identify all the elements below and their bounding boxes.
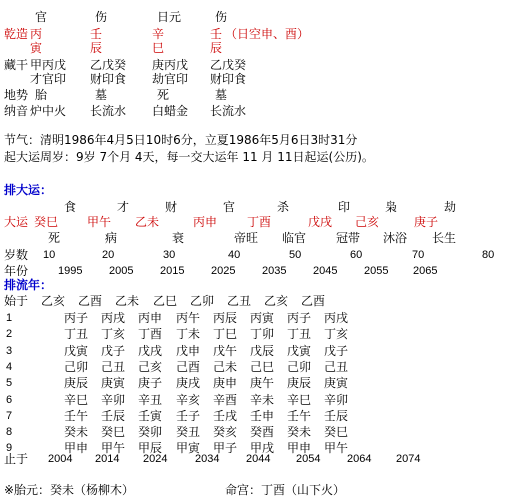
liunian-cell: 甲辰 bbox=[138, 441, 163, 456]
nayin: 长流水 bbox=[210, 104, 247, 118]
dayun-age: 60 bbox=[350, 249, 363, 261]
row-number: 3 bbox=[6, 344, 13, 357]
liunian-end-year: 2034 bbox=[195, 453, 220, 465]
start-label: 始于 bbox=[4, 294, 29, 308]
liunian-cell: 丙戌 bbox=[324, 311, 349, 325]
liunian-start: 乙亥 bbox=[264, 294, 289, 308]
liunian-end-year: 2054 bbox=[296, 453, 321, 465]
tian-gan: 辛 bbox=[152, 27, 165, 41]
dayun-age: 30 bbox=[163, 249, 176, 261]
dayun-pillar: 庚子 bbox=[414, 215, 439, 229]
liunian-cell: 辛巳 bbox=[64, 392, 89, 407]
di-zhi: 寅 bbox=[30, 41, 43, 55]
header-shishen: 伤 bbox=[95, 10, 108, 24]
row-number: 2 bbox=[6, 328, 13, 341]
liunian-start: 乙酉 bbox=[301, 294, 326, 308]
dayun-pillar: 己亥 bbox=[355, 215, 380, 229]
liunian-cell: 癸未 bbox=[64, 425, 89, 440]
dayun-pillar: 癸巳 bbox=[34, 215, 59, 229]
liunian-cell: 庚申 bbox=[213, 376, 238, 391]
liunian-cell: 辛亥 bbox=[176, 392, 201, 407]
dayun-state: 衰 bbox=[172, 231, 185, 245]
liunian-cell: 甲申 bbox=[64, 441, 89, 456]
row-number: 8 bbox=[6, 426, 13, 439]
header-shishen: 伤 bbox=[215, 10, 228, 24]
liunian-cell: 丙申 bbox=[138, 311, 163, 325]
liunian-cell: 戊寅 bbox=[287, 343, 312, 358]
canggan: 庚丙戊 bbox=[152, 58, 189, 72]
canggan-shishen: 才官印 bbox=[30, 72, 67, 86]
liunian-end-year: 2004 bbox=[48, 453, 73, 465]
liunian-cell: 丁丑 bbox=[64, 327, 89, 342]
dayun-year: 2025 bbox=[211, 265, 236, 277]
di-zhi: 巳 bbox=[152, 41, 165, 55]
liunian-start: 乙巳 bbox=[153, 294, 178, 308]
liunian-cell: 丁丑 bbox=[287, 327, 312, 342]
canggan-shishen: 财印食 bbox=[210, 72, 247, 86]
dayun-state: 冠带 bbox=[336, 231, 361, 245]
liunian-cell: 辛未 bbox=[250, 392, 275, 407]
nayin: 炉中火 bbox=[30, 104, 67, 118]
dayun-state: 病 bbox=[105, 231, 118, 245]
dayun-age: 80 bbox=[482, 249, 495, 261]
dayun-shishen: 杀 bbox=[277, 200, 290, 214]
dayun-year: 2045 bbox=[313, 265, 338, 277]
liunian-cell: 庚辰 bbox=[287, 376, 312, 391]
dayun-year: 2015 bbox=[160, 265, 185, 277]
liunian-end-year: 2044 bbox=[246, 453, 271, 465]
dayun-shishen: 才 bbox=[117, 200, 130, 214]
liunian-start: 乙丑 bbox=[227, 294, 252, 308]
dayun-state: 帝旺 bbox=[234, 231, 259, 245]
liunian-cell: 丙辰 bbox=[213, 311, 238, 325]
jieqi-line: 节气：清明1986年4月5日10时6分，立夏1986年5月6日3时31分 bbox=[4, 133, 358, 147]
liunian-cell: 庚寅 bbox=[324, 376, 349, 391]
liunian-end-year: 2024 bbox=[143, 453, 168, 465]
liunian-cell: 壬午 bbox=[287, 408, 312, 423]
tian-gan: 壬 bbox=[90, 27, 103, 41]
liunian-cell: 辛卯 bbox=[101, 392, 126, 407]
liunian-cell: 丙子 bbox=[64, 311, 89, 325]
liunian-cell: 丁酉 bbox=[138, 327, 163, 342]
liunian-cell: 辛巳 bbox=[287, 392, 312, 407]
dayun-state: 沐浴 bbox=[383, 231, 408, 245]
liunian-cell: 丁亥 bbox=[101, 327, 126, 342]
liunian-cell: 癸酉 bbox=[250, 425, 275, 440]
liunian-cell: 壬辰 bbox=[101, 408, 126, 423]
liunian-cell: 丁亥 bbox=[324, 327, 349, 342]
dayun-age: 50 bbox=[289, 249, 302, 261]
liunian-cell: 丙午 bbox=[176, 311, 201, 325]
liunian-cell: 甲戌 bbox=[250, 441, 275, 456]
dishi: 墓 bbox=[215, 88, 228, 102]
liunian-cell: 壬子 bbox=[176, 408, 201, 423]
liunian-cell: 己巳 bbox=[250, 359, 275, 374]
row-number: 9 bbox=[6, 442, 13, 455]
canggan: 甲丙戊 bbox=[30, 58, 67, 72]
dayun-label: 大运 bbox=[4, 215, 29, 229]
liunian-cell: 辛丑 bbox=[138, 392, 163, 407]
qianzao-label: 乾造 bbox=[4, 27, 29, 41]
row-number: 7 bbox=[6, 409, 13, 422]
liunian-cell: 己卯 bbox=[64, 359, 89, 374]
liunian-cell: 己丑 bbox=[324, 359, 349, 374]
dayun-age: 10 bbox=[43, 249, 56, 261]
dishi: 死 bbox=[157, 88, 170, 102]
liunian-cell: 癸巳 bbox=[324, 425, 349, 440]
canggan-shishen: 劫官印 bbox=[152, 72, 189, 86]
liunian-cell: 壬午 bbox=[64, 408, 89, 423]
dayun-state: 死 bbox=[48, 231, 61, 245]
dishi: 墓 bbox=[95, 88, 108, 102]
liunian-cell: 己丑 bbox=[101, 359, 126, 374]
liunian-title: 排流年： bbox=[4, 278, 53, 292]
dayun-state: 临官 bbox=[282, 231, 307, 245]
dayun-age: 20 bbox=[102, 249, 115, 261]
liunian-cell: 甲午 bbox=[324, 441, 349, 456]
taiyuan: ※胎元：癸未（杨柳木） bbox=[4, 483, 135, 497]
liunian-cell: 壬辰 bbox=[324, 408, 349, 423]
header-shishen: 日元 bbox=[157, 10, 182, 24]
dayun-pillar: 丙申 bbox=[193, 215, 218, 229]
row-number: 6 bbox=[6, 393, 13, 406]
liunian-cell: 丙戌 bbox=[101, 311, 126, 325]
liunian-cell: 壬寅 bbox=[138, 408, 163, 423]
liunian-cell: 壬申 bbox=[250, 408, 275, 423]
dayun-age: 40 bbox=[228, 249, 241, 261]
qiyun-line: 起大运周岁：9岁 7个月 4天，每一交大运年 11 月 11日起运(公历)。 bbox=[4, 150, 374, 164]
dayun-title: 排大运： bbox=[4, 183, 53, 197]
canggan-label: 藏干 bbox=[4, 58, 29, 72]
dayun-year: 2055 bbox=[364, 265, 389, 277]
nayin-label: 纳音 bbox=[4, 104, 29, 118]
dayun-pillar: 丁酉 bbox=[247, 215, 272, 229]
liunian-start: 乙亥 bbox=[41, 294, 66, 308]
liunian-cell: 丁卯 bbox=[250, 327, 275, 342]
tian-gan: 丙 bbox=[30, 27, 43, 41]
dayun-year: 2005 bbox=[109, 265, 134, 277]
liunian-cell: 庚辰 bbox=[64, 376, 89, 391]
liunian-cell: 癸巳 bbox=[101, 425, 126, 440]
liunian-cell: 庚子 bbox=[138, 376, 163, 391]
header-shishen: 官 bbox=[35, 10, 48, 24]
liunian-end-year: 2064 bbox=[347, 453, 372, 465]
canggan-shishen: 财印食 bbox=[90, 72, 127, 86]
liunian-start: 乙酉 bbox=[78, 294, 103, 308]
dayun-shishen: 印 bbox=[338, 200, 351, 214]
dayun-year: 2065 bbox=[413, 265, 438, 277]
dayun-state: 长生 bbox=[432, 231, 457, 245]
nayin: 长流水 bbox=[90, 104, 127, 118]
liunian-cell: 丙子 bbox=[287, 311, 312, 325]
liunian-cell: 戊申 bbox=[176, 343, 201, 358]
liunian-cell: 庚寅 bbox=[101, 376, 126, 391]
nayin: 白蜡金 bbox=[152, 104, 189, 118]
dayun-shishen: 官 bbox=[223, 200, 236, 214]
liunian-cell: 己卯 bbox=[287, 359, 312, 374]
age-label: 岁数 bbox=[4, 248, 29, 262]
row-number: 5 bbox=[6, 377, 13, 390]
liunian-cell: 辛酉 bbox=[213, 392, 238, 407]
canggan: 乙戊癸 bbox=[90, 58, 127, 72]
liunian-cell: 戊戌 bbox=[138, 343, 163, 358]
liunian-cell: 癸亥 bbox=[213, 425, 238, 440]
liunian-cell: 己酉 bbox=[176, 359, 201, 374]
year-label: 年份 bbox=[4, 264, 29, 278]
row-number: 4 bbox=[6, 360, 13, 373]
liunian-cell: 己亥 bbox=[138, 359, 163, 374]
end-label: 止于 bbox=[4, 452, 29, 466]
dayun-pillar: 乙未 bbox=[135, 215, 160, 229]
dayun-shishen: 财 bbox=[165, 200, 178, 214]
dishi: 胎 bbox=[35, 88, 48, 102]
canggan: 乙戊癸 bbox=[210, 58, 247, 72]
liunian-cell: 辛卯 bbox=[324, 392, 349, 407]
di-zhi: 辰 bbox=[210, 41, 223, 55]
liunian-cell: 己未 bbox=[213, 359, 238, 374]
row-number: 1 bbox=[6, 312, 13, 324]
dayun-year: 1995 bbox=[58, 265, 83, 277]
kong-wang-note: （日空申、酉） bbox=[225, 27, 310, 41]
liunian-cell: 庚戌 bbox=[176, 376, 201, 391]
dayun-age: 70 bbox=[412, 249, 425, 261]
liunian-cell: 戊子 bbox=[324, 343, 349, 358]
liunian-start: 乙未 bbox=[115, 294, 140, 308]
dayun-shishen: 劫 bbox=[444, 200, 457, 214]
dayun-shishen: 枭 bbox=[385, 200, 398, 214]
liunian-cell: 丁未 bbox=[176, 327, 201, 342]
liunian-end-year: 2074 bbox=[396, 453, 421, 465]
liunian-cell: 甲午 bbox=[101, 441, 126, 456]
liunian-cell: 丙寅 bbox=[250, 311, 275, 325]
liunian-cell: 甲申 bbox=[287, 441, 312, 456]
dishi-label: 地势 bbox=[4, 88, 29, 102]
liunian-cell: 戊寅 bbox=[64, 343, 89, 358]
liunian-end-year: 2014 bbox=[95, 453, 120, 465]
liunian-cell: 戊辰 bbox=[250, 343, 275, 358]
liunian-cell: 戊午 bbox=[213, 343, 238, 358]
liunian-cell: 癸未 bbox=[287, 425, 312, 440]
liunian-cell: 甲寅 bbox=[176, 441, 201, 456]
liunian-cell: 癸卯 bbox=[138, 425, 163, 440]
liunian-cell: 戊子 bbox=[101, 343, 126, 358]
minggong: 命宫：丁酉（山下火） bbox=[225, 483, 346, 497]
di-zhi: 辰 bbox=[90, 41, 103, 55]
dayun-year: 2035 bbox=[262, 265, 287, 277]
dayun-pillar: 甲午 bbox=[87, 215, 112, 229]
liunian-cell: 丁巳 bbox=[213, 327, 238, 342]
liunian-cell: 庚午 bbox=[250, 376, 275, 391]
liunian-start: 乙卯 bbox=[190, 294, 215, 308]
liunian-cell: 甲子 bbox=[213, 441, 238, 456]
dayun-pillar: 戊戌 bbox=[308, 215, 333, 229]
liunian-cell: 壬戌 bbox=[213, 408, 238, 423]
dayun-shishen: 食 bbox=[64, 200, 77, 214]
tian-gan: 壬 bbox=[210, 27, 223, 41]
liunian-cell: 癸丑 bbox=[176, 425, 201, 440]
